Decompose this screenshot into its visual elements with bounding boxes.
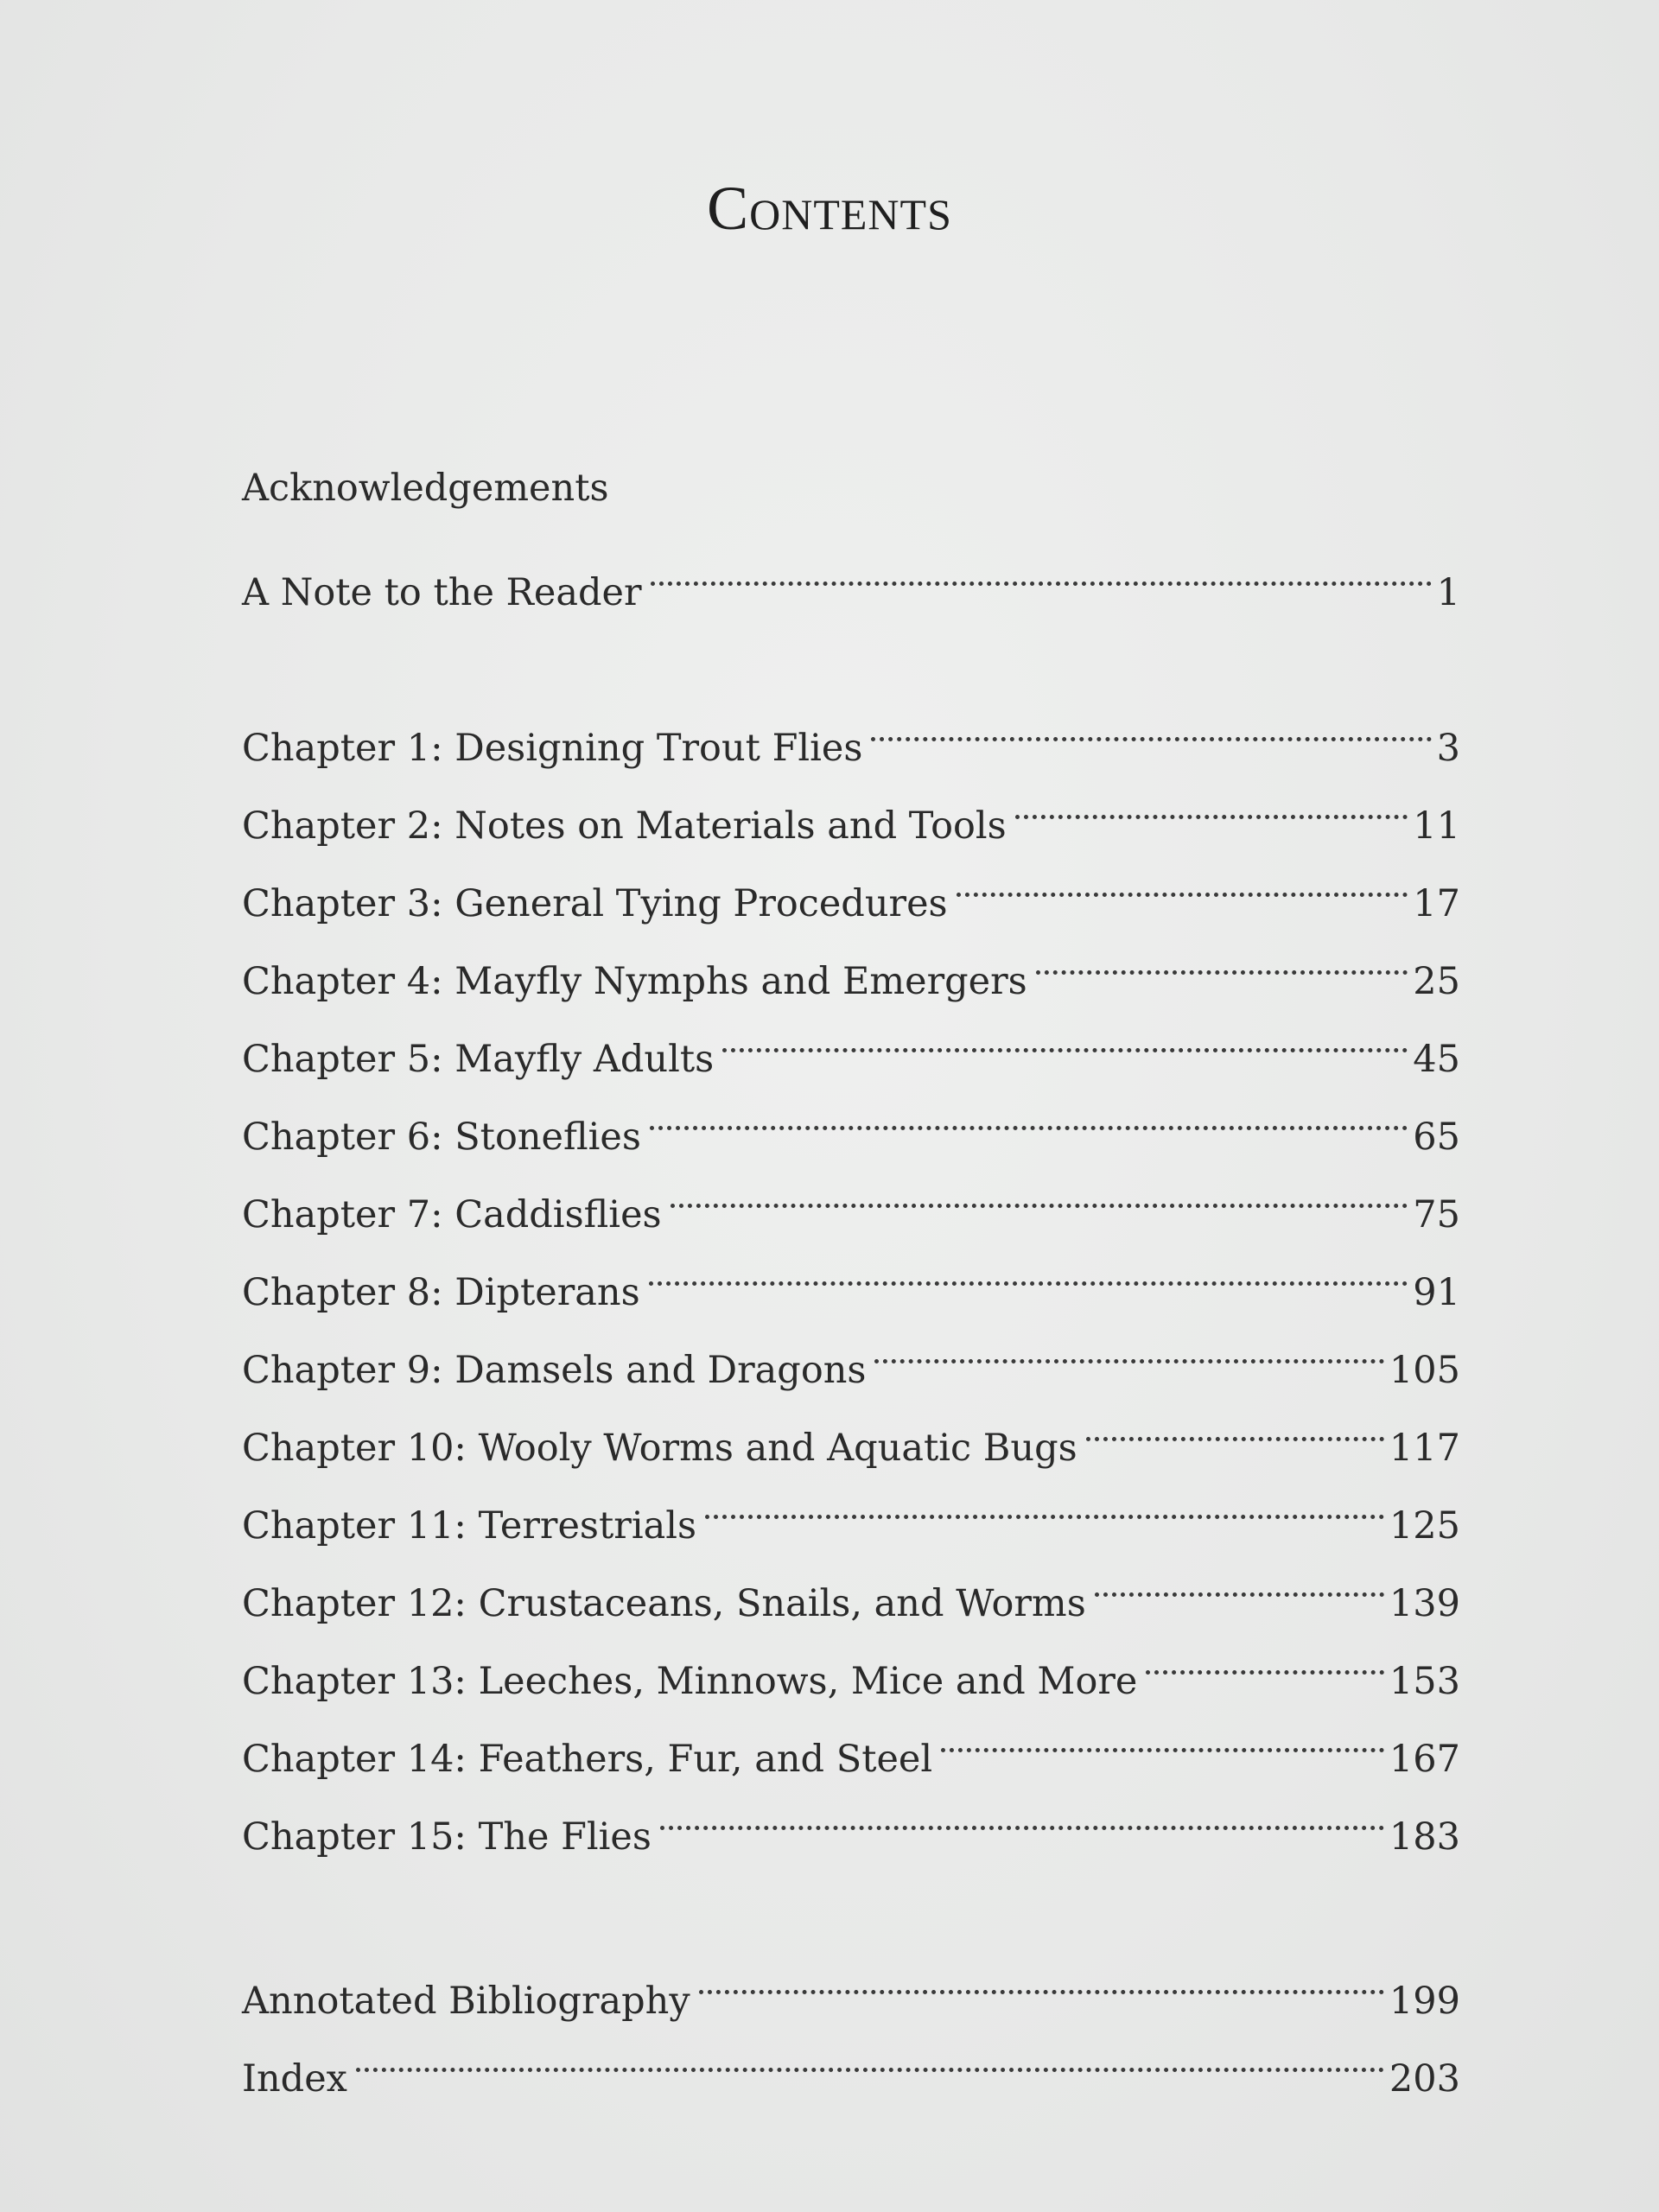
toc-entry-label: Chapter 5: Mayfly Adults — [242, 1038, 715, 1081]
toc-entry-label: Annotated Bibliography — [242, 1980, 690, 2023]
toc-entry-label: Chapter 4: Mayfly Nymphs and Emergers — [242, 960, 1027, 1003]
toc-page-number: 3 — [1436, 727, 1460, 770]
dot-leader — [874, 1305, 1383, 1382]
back-matter-list — [242, 1936, 1460, 2101]
front-matter-list — [242, 449, 1460, 614]
toc-entry-label: Index — [242, 2057, 347, 2101]
dot-leader — [1095, 1538, 1384, 1616]
toc-entry-label: Chapter 8: Dipterans — [242, 1271, 640, 1314]
toc-page-number: 11 — [1413, 804, 1460, 848]
toc-page-number: 183 — [1389, 1815, 1460, 1859]
dot-leader — [356, 2013, 1384, 2091]
dot-leader — [705, 1460, 1384, 1538]
dot-leader — [699, 1936, 1384, 2013]
toc-entry-label: Chapter 15: The Flies — [242, 1815, 652, 1859]
toc-entry-label: Chapter 3: General Tying Procedures — [242, 882, 948, 925]
toc-entry-label: Chapter 6: Stoneflies — [242, 1116, 641, 1159]
dot-leader — [871, 683, 1431, 760]
dot-leader — [1015, 760, 1408, 838]
dot-leader — [957, 838, 1408, 916]
toc-entry-label: Chapter 13: Leeches, Minnows, Mice and More — [242, 1660, 1138, 1703]
toc-entry-label: Chapter 11: Terrestrials — [242, 1504, 697, 1548]
toc-entry-bibliography — [242, 1936, 1460, 2023]
toc-page-number: 199 — [1389, 1980, 1460, 2023]
toc-page-number: 153 — [1389, 1660, 1460, 1703]
toc-entry-label: Chapter 2: Notes on Materials and Tools — [242, 804, 1007, 848]
toc-entry-label: A Note to the Reader — [242, 571, 642, 614]
toc-page-number: 203 — [1389, 2057, 1460, 2101]
toc-page-number: 117 — [1389, 1427, 1460, 1470]
dot-leader — [660, 1771, 1384, 1849]
toc-entry-label: Chapter 7: Caddisflies — [242, 1193, 662, 1236]
toc-page-number: 1 — [1436, 571, 1460, 614]
toc-entry-label: Chapter 10: Wooly Worms and Aquatic Bugs — [242, 1427, 1077, 1470]
dot-leader — [1086, 1382, 1384, 1460]
toc-entry-label: Chapter 14: Feathers, Fur, and Steel — [242, 1738, 933, 1781]
toc-entry-label: Chapter 1: Designing Trout Flies — [242, 727, 863, 770]
toc-page-number: 91 — [1413, 1271, 1460, 1314]
dot-leader — [941, 1694, 1384, 1771]
toc-page-number: 167 — [1389, 1738, 1460, 1781]
toc-entry-label: Acknowledgements — [242, 467, 609, 510]
dot-leader — [1036, 916, 1408, 994]
toc-page-number: 17 — [1413, 882, 1460, 925]
toc-entry-note-to-reader — [242, 527, 1460, 614]
toc-page-number: 45 — [1413, 1038, 1460, 1081]
toc-page-number: 65 — [1413, 1116, 1460, 1159]
toc-entry-label: Chapter 9: Damsels and Dragons — [242, 1349, 867, 1392]
dot-leader — [649, 1227, 1408, 1305]
toc-page-number: 125 — [1389, 1504, 1460, 1548]
toc-entry-chapter-1 — [242, 683, 1460, 770]
dot-leader — [722, 994, 1408, 1071]
toc-entry-acknowledgements — [242, 449, 1460, 527]
dot-leader — [1146, 1616, 1384, 1694]
dot-leader — [651, 527, 1432, 605]
page-title: Contents — [707, 174, 952, 243]
chapter-list — [242, 683, 1460, 1859]
toc-entry-index — [242, 2013, 1460, 2101]
dot-leader — [650, 1071, 1408, 1149]
toc-page-number: 75 — [1413, 1193, 1460, 1236]
toc-entry-label: Chapter 12: Crustaceans, Snails, and Worms — [242, 1582, 1086, 1625]
toc-page-number: 25 — [1413, 960, 1460, 1003]
toc-page-number: 139 — [1389, 1582, 1460, 1625]
toc-page-number: 105 — [1389, 1349, 1460, 1392]
dot-leader — [671, 1149, 1408, 1227]
